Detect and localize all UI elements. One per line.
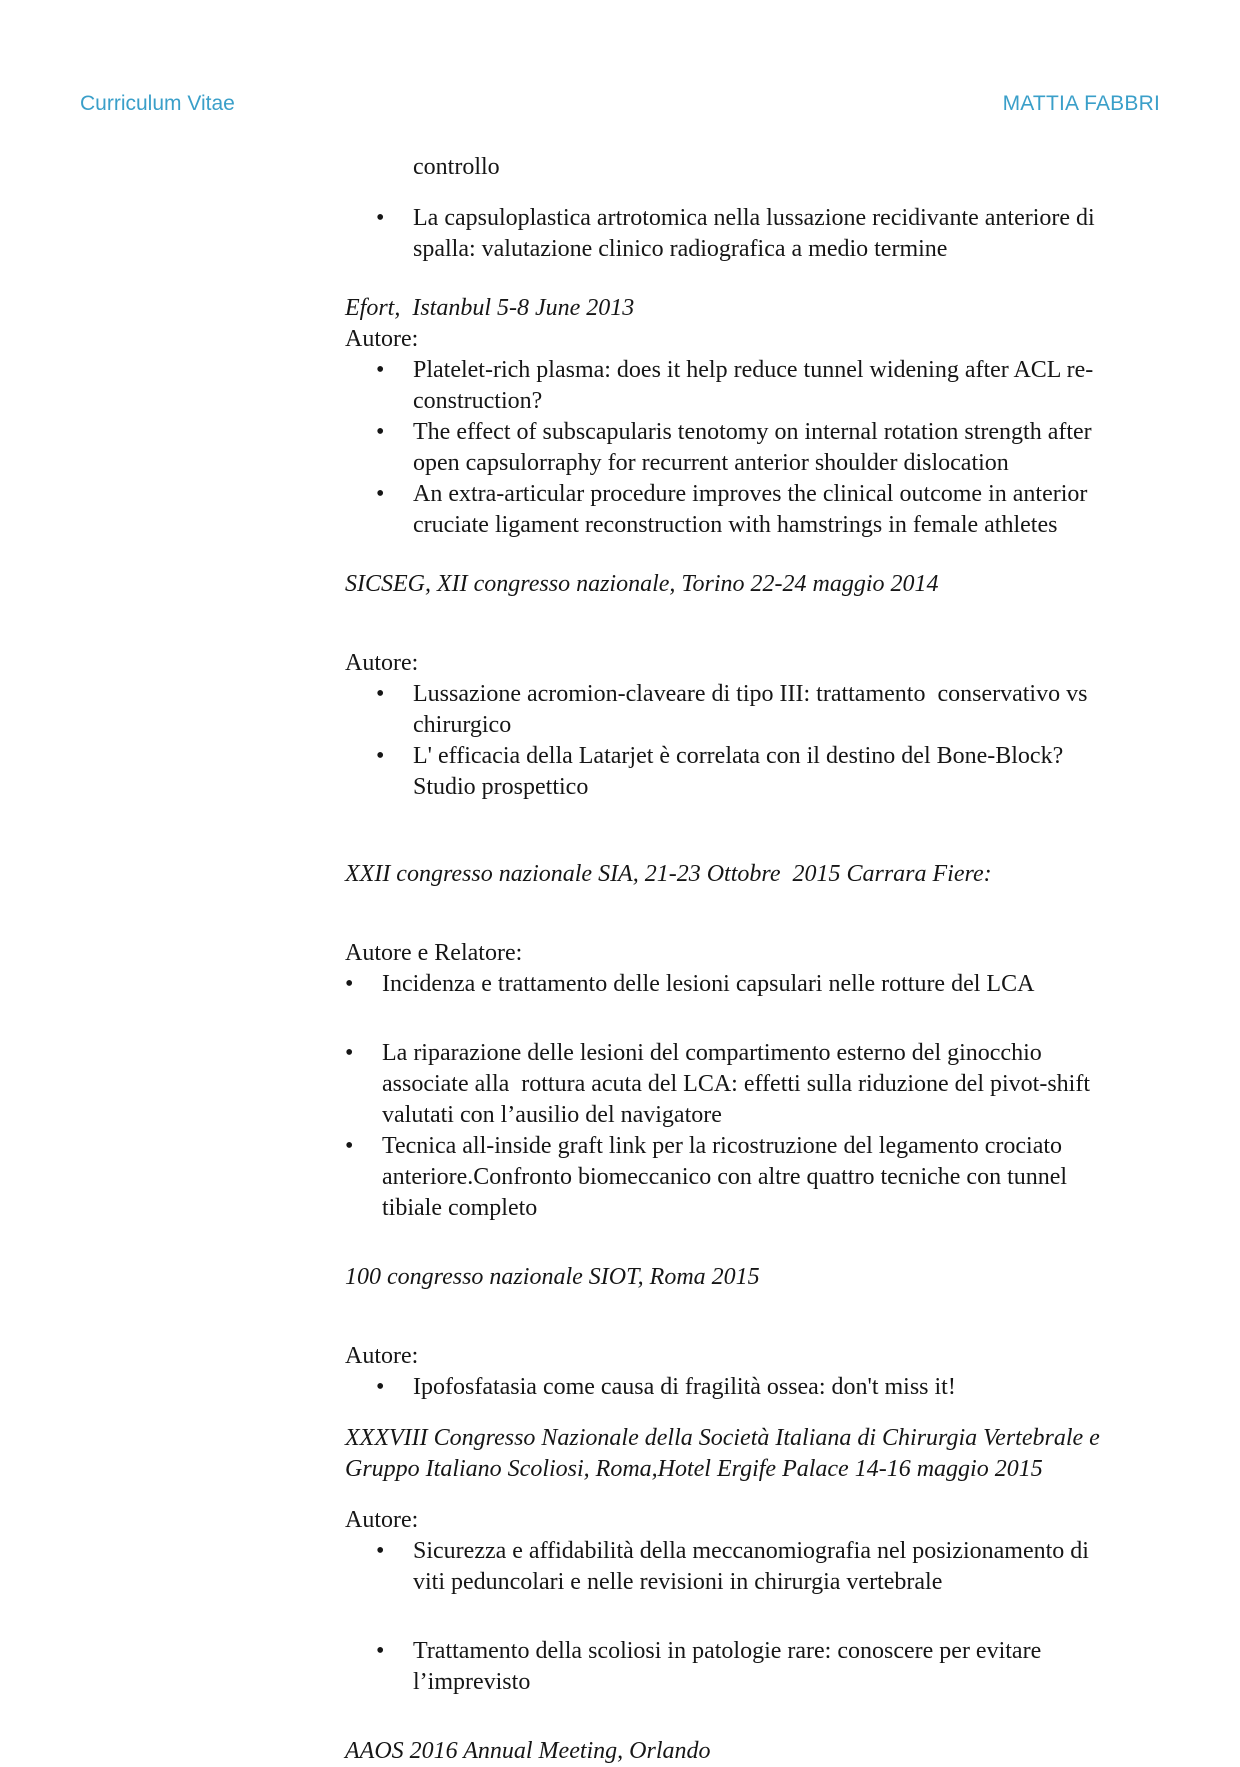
bullet-icon: • bbox=[376, 1638, 385, 1664]
header-author-name: MATTIA FABBRI bbox=[1002, 92, 1160, 115]
section-role-label: Autore: bbox=[345, 326, 419, 352]
bullet-icon: • bbox=[376, 1374, 385, 1400]
list-item-text: Incidenza e trattamento delle lesioni capsulari nelle rotture del LCA bbox=[382, 971, 1035, 997]
list-item-text: Lussazione acromion-claveare di tipo III: trattamento conservativo vs chirurgico bbox=[413, 681, 1094, 738]
list-item-text: Tecnica all-inside graft link per la ricostruzione del legamento crociato anteriore.Confronto biomeccanico con altre quattro tecniche con tunnel tibiale completo bbox=[382, 1133, 1074, 1221]
list-item bbox=[345, 417, 1122, 479]
list-item-text: L' efficacia della Latarjet è correlata con il destino del Bone-Block? Studio prospettico bbox=[413, 743, 1070, 800]
bullet-icon: • bbox=[376, 357, 385, 383]
section-title-vertebrale: XXXVIII Congresso Nazionale della Società Italiana di Chirurgia Vertebrale e Gruppo Italiano Scoliosi, Roma,Hotel Ergife Palace 14-16 maggio 2015 bbox=[345, 1425, 1106, 1482]
list-item-text: The effect of subscapularis tenotomy on internal rotation strength after open capsulorraphy for recurrent anterior shoulder dislocation bbox=[413, 419, 1098, 476]
list-item bbox=[345, 355, 1122, 417]
section-role-label: Autore: bbox=[345, 650, 419, 676]
list-item bbox=[345, 1536, 1122, 1598]
list-item bbox=[345, 1131, 1122, 1224]
bullet-icon: • bbox=[376, 1538, 385, 1564]
page-content bbox=[345, 152, 1122, 1767]
section-title-aaos: AAOS 2016 Annual Meeting, Orlando bbox=[345, 1738, 711, 1764]
list-item-text: Trattamento della scoliosi in patologie rare: conoscere per evitare l’imprevisto bbox=[413, 1638, 1048, 1695]
list-item-text: Ipofosfatasia come causa di fragilità ossea: don't miss it! bbox=[413, 1374, 956, 1400]
list-item bbox=[345, 479, 1122, 541]
header-document-title: Curriculum Vitae bbox=[80, 92, 235, 115]
list-item bbox=[345, 1372, 1122, 1403]
bullet-icon: • bbox=[376, 681, 385, 707]
page-header bbox=[0, 0, 1240, 116]
continuation-line: controllo bbox=[413, 154, 500, 180]
list-item bbox=[345, 1038, 1122, 1131]
list-item-text: Platelet-rich plasma: does it help reduce tunnel widening after ACL re-construction? bbox=[413, 357, 1094, 414]
list-item bbox=[345, 969, 1122, 1000]
section-role-label: Autore: bbox=[345, 1507, 419, 1533]
bullet-icon: • bbox=[345, 1040, 354, 1066]
list-item-text: La riparazione delle lesioni del compartimento esterno del ginocchio associate alla rottura acuta del LCA: effetti sulla riduzione del pivot-shift valutati con l’ausilio del navigatore bbox=[382, 1040, 1096, 1128]
bullet-icon: • bbox=[376, 205, 385, 231]
list-item-text: An extra-articular procedure improves the clinical outcome in anterior cruciate ligament reconstruction with hamstrings in female athletes bbox=[413, 481, 1094, 538]
bullet-icon: • bbox=[345, 971, 354, 997]
bullet-icon: • bbox=[345, 1133, 354, 1159]
section-title-siot: 100 congresso nazionale SIOT, Roma 2015 bbox=[345, 1264, 760, 1290]
section-role-label: Autore e Relatore: bbox=[345, 940, 523, 966]
bullet-icon: • bbox=[376, 743, 385, 769]
list-item bbox=[345, 203, 1122, 265]
list-item-text: La capsuloplastica artrotomica nella lussazione recidivante anteriore di spalla: valutazione clinico radiografica a medio termine bbox=[413, 205, 1101, 262]
section-role-label: Autore: bbox=[345, 1343, 419, 1369]
list-item bbox=[345, 679, 1122, 741]
section-title-sia: XXII congresso nazionale SIA, 21-23 Ottobre 2015 Carrara Fiere: bbox=[345, 861, 992, 887]
section-title-efort: Efort, Istanbul 5-8 June 2013 bbox=[345, 295, 635, 321]
list-item bbox=[345, 1636, 1122, 1698]
section-title-sicseg: SICSEG, XII congresso nazionale, Torino 22-24 maggio 2014 bbox=[345, 571, 939, 597]
bullet-icon: • bbox=[376, 481, 385, 507]
list-item bbox=[345, 741, 1122, 803]
list-item-text: Sicurezza e affidabilità della meccanomiografia nel posizionamento di viti peduncolari e nelle revisioni in chirurgia vertebrale bbox=[413, 1538, 1095, 1595]
bullet-icon: • bbox=[376, 419, 385, 445]
